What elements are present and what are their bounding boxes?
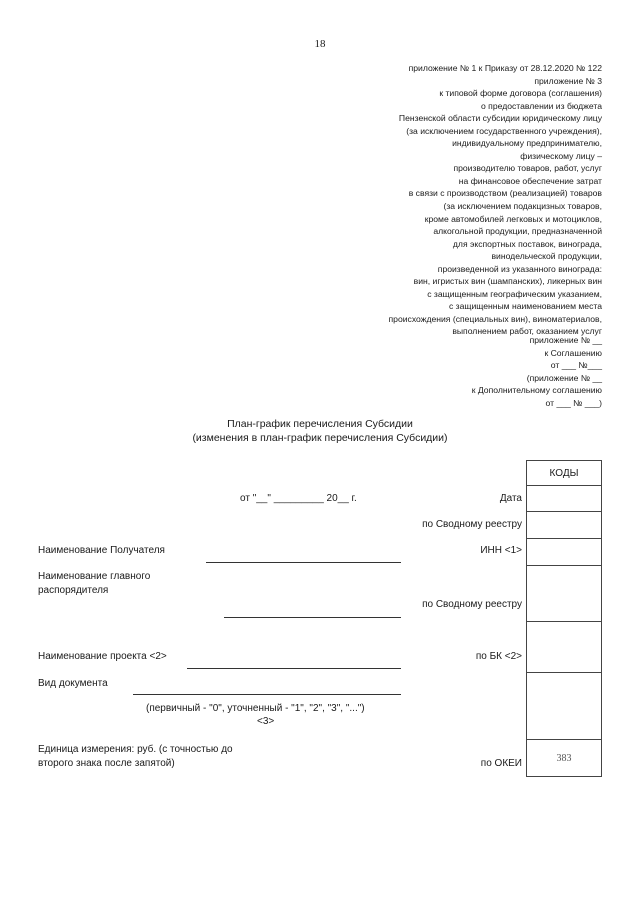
label-registry-1: по Сводному реестру	[422, 519, 522, 530]
header-line-5: Пензенской области субсидии юридическому лицу	[398, 113, 602, 124]
label-inn: ИНН <1>	[480, 545, 522, 556]
field-recipient-label: Наименование Получателя	[38, 545, 165, 556]
main-manager-underline	[224, 617, 401, 618]
header-line-7: индивидуальному предпринимателю,	[452, 138, 602, 149]
codes-table	[526, 460, 602, 777]
label-registry-2: по Сводному реестру	[422, 599, 522, 610]
header-line-22: выполнением работ, оказанием услуг	[452, 326, 602, 337]
header-line-3: к типовой форме договора (соглашения)	[439, 88, 602, 99]
header-line-8: физическому лицу –	[520, 150, 602, 161]
header-line-19: с защищенным географическим указанием,	[427, 288, 602, 299]
code-cell-empty	[527, 673, 602, 740]
field-doc-type-label: Вид документа	[38, 678, 108, 689]
code-cell-okei: 383	[527, 740, 602, 777]
header-line-13: кроме автомобилей легковых и мотоциклов,	[424, 213, 602, 224]
header-line-9: производителю товаров, работ, услуг	[453, 163, 602, 174]
code-cell-registry-1	[527, 512, 602, 539]
header-line-15: для экспортных поставок, винограда,	[452, 238, 602, 249]
date-line: от "__" _________ 20__ г.	[240, 493, 357, 504]
field-main-manager-label-2: распорядителя	[38, 585, 109, 596]
header-line-10: на финансовое обеспечение затрат	[458, 175, 602, 186]
field-unit-label-2: второго знака после запятой)	[38, 758, 175, 769]
header-line-17: произведенной из указанного винограда:	[437, 263, 602, 274]
appendix-line-6: от ___ № ___)	[545, 397, 602, 408]
field-unit-label-1: Единица измерения: руб. (с точностью до	[38, 744, 233, 755]
title-line-2: (изменения в план-график перечисления Субсидии)	[192, 432, 448, 444]
header-line-14: алкогольной продукции, предназначенной	[433, 226, 602, 237]
header-line-1: приложение № 1 к Приказу от 28.12.2020 № 122	[408, 63, 602, 73]
doc-type-underline	[133, 694, 401, 695]
header-line-20: с защищенным наименованием места	[448, 301, 602, 312]
header-line-18: вин, игристых вин (шампанских), ликерных вин	[413, 276, 602, 287]
header-line-2: приложение № 3	[534, 75, 602, 86]
appendix-block	[362, 334, 602, 410]
recipient-underline	[206, 562, 401, 563]
label-okei: по ОКЕИ	[480, 758, 522, 769]
header-line-11: в связи с производством (реализацией) товаров	[408, 188, 602, 199]
doc-type-note: <3>	[257, 716, 275, 727]
appendix-line-1: приложение № __	[529, 335, 602, 345]
codes-header: КОДЫ	[527, 461, 602, 486]
appendix-line-2: к Соглашению	[544, 347, 602, 358]
doc-type-hint: (первичный - "0", уточненный - "1", "2", "3", "...")	[146, 703, 365, 714]
header-line-4: о предоставлении из бюджета	[481, 100, 602, 111]
appendix-line-4: (приложение № __	[526, 372, 602, 383]
header-block	[302, 62, 602, 338]
code-cell-registry-2	[527, 566, 602, 622]
page-number: 18	[314, 38, 326, 50]
header-line-21: происхождения (специальных вин), виноматериалов,	[388, 313, 602, 324]
field-project-label: Наименование проекта <2>	[38, 651, 167, 662]
field-main-manager-label-1: Наименование главного	[38, 571, 151, 582]
title-line-1: План-график перечисления Субсидии	[227, 418, 413, 430]
appendix-line-5: к Дополнительному соглашению	[471, 385, 602, 396]
header-line-16: винодельческой продукции,	[491, 251, 602, 262]
code-cell-date	[527, 486, 602, 512]
header-line-6: (за исключением государственного учреждения),	[406, 125, 602, 136]
code-cell-bk	[527, 622, 602, 673]
project-underline	[187, 668, 401, 669]
code-cell-inn	[527, 539, 602, 566]
label-date: Дата	[499, 493, 522, 504]
appendix-line-3: от ___ №___	[550, 360, 602, 371]
label-bk: по БК <2>	[475, 651, 522, 662]
header-line-12: (за исключением подакцизных товаров,	[443, 201, 602, 212]
